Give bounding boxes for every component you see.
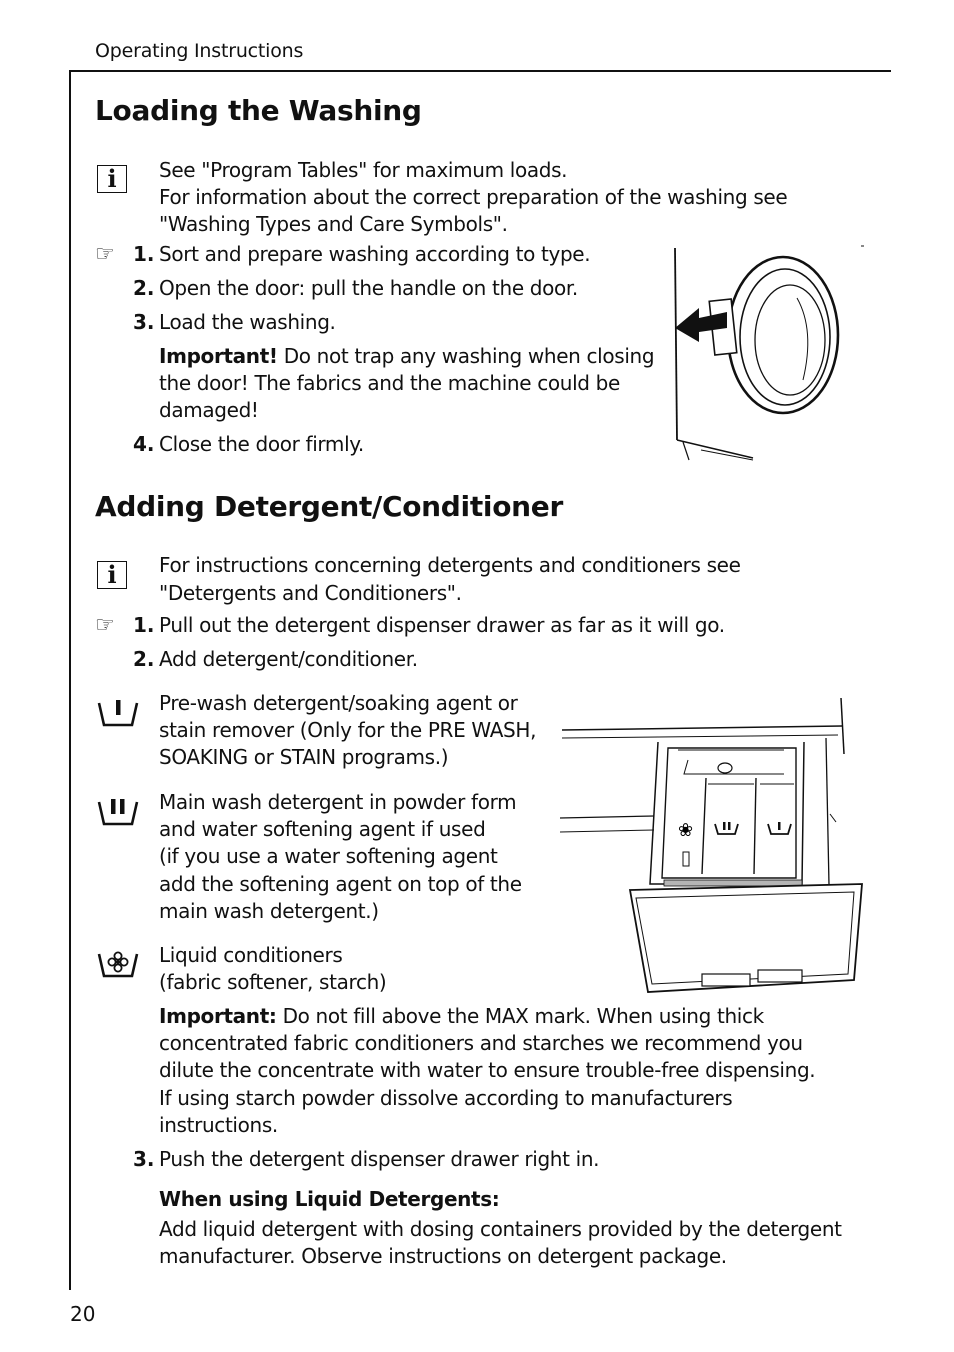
- important-line: damaged!: [159, 398, 259, 422]
- important-line: dilute the concentrate with water to ensure trouble-free dispensing.: [159, 1058, 816, 1082]
- conditioner-text: Liquid conditioners: [159, 943, 343, 967]
- step-text: Push the detergent dispenser drawer right in.: [159, 1147, 600, 1171]
- important-text: Do not fill above the MAX mark. When using thick: [276, 1004, 764, 1028]
- important-line: If using starch powder dissolve according to manufacturers: [159, 1086, 733, 1110]
- step-number: 3.: [133, 310, 155, 334]
- mainwash-text: and water softening agent if used: [159, 817, 486, 841]
- important-line: concentrated fabric conditioners and starches we recommend you: [159, 1031, 803, 1055]
- step-text: Add detergent/conditioner.: [159, 647, 418, 671]
- mainwash-text: Main wash detergent in powder form: [159, 790, 517, 814]
- info-line: "Washing Types and Care Symbols".: [159, 212, 508, 236]
- info-line: For instructions concerning detergents and conditioners see: [159, 553, 741, 577]
- prewash-compartment-icon: [97, 697, 139, 729]
- step-text: Close the door firmly.: [159, 432, 364, 456]
- info-icon: i: [97, 165, 127, 193]
- step-text: Sort and prepare washing according to type.: [159, 242, 591, 266]
- detergent-drawer-illustration: [558, 694, 868, 998]
- svg-text:❀: ❀: [678, 820, 694, 841]
- step-number: 3.: [133, 1147, 155, 1171]
- step-number: 2.: [133, 647, 155, 671]
- info-line: For information about the correct preparation of the washing see: [159, 185, 788, 209]
- info-icon: i: [97, 561, 127, 589]
- section-title-detergent: Adding Detergent/Conditioner: [95, 490, 563, 523]
- step-number: 4.: [133, 432, 155, 456]
- running-header: Operating Instructions: [95, 40, 304, 62]
- important-label: Important:: [159, 1004, 277, 1028]
- pointing-hand-icon: ☞: [95, 242, 115, 267]
- mainwash-text: main wash detergent.): [159, 899, 379, 923]
- step-number: 1.: [133, 613, 155, 637]
- liquid-detergents-text: Add liquid detergent with dosing containers provided by the detergent: [159, 1217, 842, 1241]
- step-number: 2.: [133, 276, 155, 300]
- mainwash-text: (if you use a water softening agent: [159, 844, 498, 868]
- liquid-detergents-text: manufacturer. Observe instructions on detergent package.: [159, 1244, 727, 1268]
- prewash-text: Pre-wash detergent/soaking agent or: [159, 691, 518, 715]
- info-line: "Detergents and Conditioners".: [159, 581, 462, 605]
- page-number: 20: [70, 1302, 96, 1326]
- step-text: Open the door: pull the handle on the door.: [159, 276, 578, 300]
- prewash-text: stain remover (Only for the PRE WASH,: [159, 718, 537, 742]
- liquid-detergents-heading: When using Liquid Detergents:: [159, 1187, 500, 1211]
- prewash-text: SOAKING or STAIN programs.): [159, 745, 449, 769]
- conditioner-compartment-icon: [97, 948, 139, 980]
- important-note: [159, 343, 654, 370]
- pointing-hand-icon: ☞: [95, 613, 115, 638]
- conditioner-text: (fabric softener, starch): [159, 970, 387, 994]
- info-line: See "Program Tables" for maximum loads.: [159, 158, 568, 182]
- door-open-illustration: [665, 240, 865, 462]
- margin-rule: [69, 70, 71, 1290]
- important-label: Important!: [159, 344, 278, 368]
- section-title-loading: Loading the Washing: [95, 94, 422, 127]
- important-note: [159, 1003, 764, 1030]
- mainwash-compartment-icon: [97, 796, 139, 828]
- important-line: instructions.: [159, 1113, 278, 1137]
- important-line: the door! The fabrics and the machine could be: [159, 371, 620, 395]
- step-number: 1.: [133, 242, 155, 266]
- step-text: Pull out the detergent dispenser drawer as far as it will go.: [159, 613, 725, 637]
- mainwash-text: add the softening agent on top of the: [159, 872, 522, 896]
- header-rule: [69, 70, 891, 72]
- step-text: Load the washing.: [159, 310, 336, 334]
- important-text: Do not trap any washing when closing: [277, 344, 655, 368]
